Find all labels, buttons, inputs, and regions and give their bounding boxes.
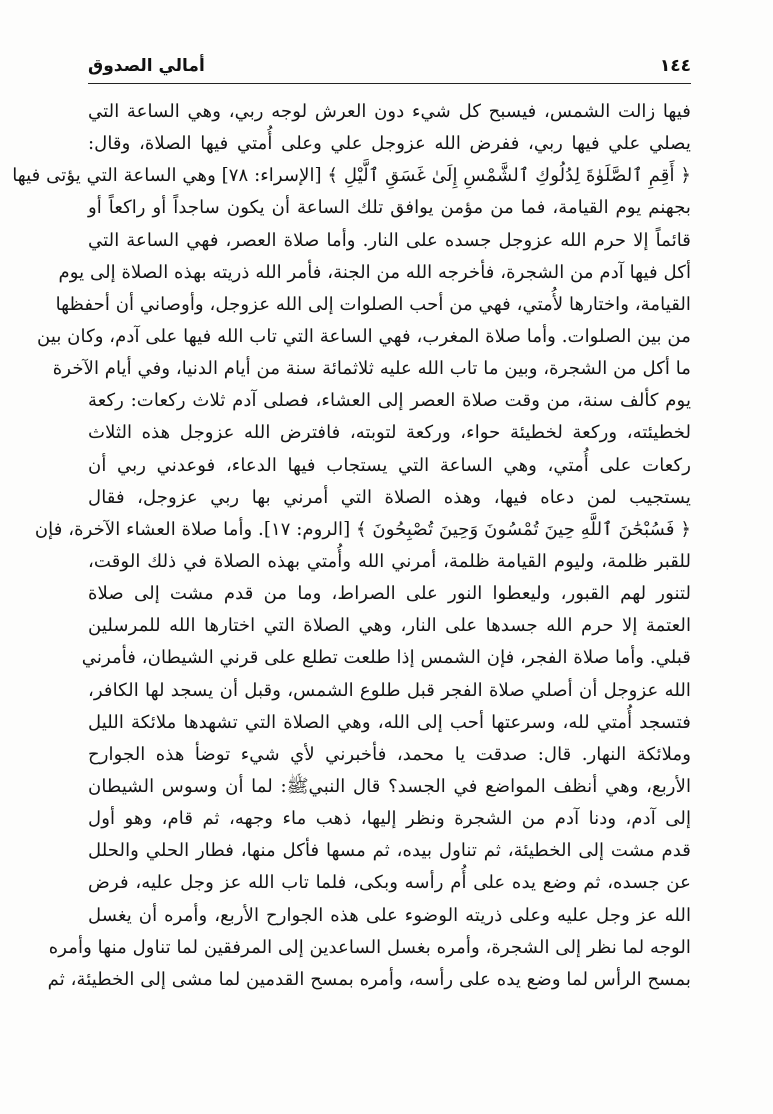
text-line: القيامة، واختارها لأُمتي، فهي من أحب الصلوات إلى الله عزوجل، وأوصاني أن أحفظها: [55, 293, 691, 315]
text-line: إلى آدم، ودنا آدم من الشجرة ونظر إليها، ذهب ماء وجهه، ثم قام، وهو أول: [88, 808, 691, 830]
text-line: فيها زالت الشمس، فيسبح كل شيء دون العرش لوجه ربي، وهي الساعة التي: [88, 101, 691, 122]
text-line: أكل فيها آدم من الشجرة، فأخرجه الله من الجنة، فأمر الله ذريته بهذه الصلاة إلى يوم: [58, 261, 691, 283]
header-rule: [88, 83, 691, 84]
text-line: لتنور لهم القبور، وليعطوا النور على الصراط، وما من قدم مشت إلى صلاة: [88, 583, 691, 605]
quran-verse-line: ﴿ فَسُبْحَٰنَ ٱللَّهِ حِينَ تُمْسُونَ وَحِينَ تُصْبِحُونَ ﴾ [الروم: ١٧]. وأما صلاة العشاء الآخرة، فإن: [34, 518, 691, 540]
text-line: قائماً إلا حرم الله عزوجل جسده على النار. وأما صلاة العصر، فهي الساعة التي: [88, 229, 691, 251]
text-line: بجهنم يوم القيامة، فما من مؤمن يوافق تلك الساعة أن يكون ساجداً أو راكعاً أو: [88, 197, 691, 219]
text-line: قبلي. وأما صلاة الفجر، فإن الشمس إذا طلعت تطلع على قرني الشيطان، فأمرني: [81, 647, 691, 669]
text-line: قدم مشت إلى الخطيئة، ثم تناول بيده، ثم مسها فأكل منها، فطار الحلي والحلل: [88, 840, 691, 862]
text-line: من بين الصلوات. وأما صلاة المغرب، فهي الساعة التي تاب الله فيها على آدم، وكان بين: [37, 325, 691, 347]
text-line: وملائكة النهار. قال: صدقت يا محمد، فأخبرني لأي شيء توضأ هذه الجوارح: [88, 743, 691, 765]
page-number: ١٤٤: [659, 56, 691, 76]
body-text: [12, 96, 691, 996]
book-title: أمالي الصدوق: [88, 56, 205, 76]
text-line: فتسجد أُمتي لله، وسرعتها أحب إلى الله، وهي الصلاة التي تشهدها ملائكة الليل: [88, 711, 691, 733]
text-line: الوجه لما نظر إلى الشجرة، وأمره بغسل الساعدين إلى المرفقين لما تناول منها وأمره: [48, 936, 691, 958]
text-line: ما أكل من الشجرة، وبين ما تاب الله عليه ثلاثمائة سنة من أيام الدنيا، وفي أيام الآخرة: [52, 358, 691, 380]
text-line: الله عزوجل أن أصلي صلاة الفجر قبل طلوع الشمس، وقبل أن يسجد لها الكافر،: [88, 679, 691, 701]
quran-verse-line: ﴿ أَقِمِ ٱلصَّلَوٰةَ لِدُلُوكِ ٱلشَّمْسِ إِلَىٰ غَسَقِ ٱلَّيْلِ ﴾ [الإسراء: ٧٨] وهي الساعة التي يؤتى فيها: [12, 165, 691, 187]
text-line: يصلي علي فيها ربي، ففرض الله عزوجل علي وعلى أُمتي فيها الصلاة، وقال:: [88, 133, 691, 155]
text-line: لخطيئته، وركعة لخطيئة حواء، وركعة لتوبته، فافترض الله عزوجل هذه الثلاث: [88, 422, 691, 444]
page-header: [88, 56, 691, 82]
text-line: يستجيب لمن دعاه فيها، وهذه الصلاة التي أمرني بها ربي عزوجل، فقال: [88, 486, 691, 508]
text-line: العتمة إلا حرم الله جسدها على النار، وهي الصلاة التي اختارها الله للمرسلين: [88, 615, 691, 637]
text-line: يوم كألف سنة، من وقت صلاة العصر إلى العشاء، فصلى آدم ثلاث ركعات: ركعة: [88, 390, 691, 412]
text-line: الله عز وجل عليه وعلى ذريته الوضوء على هذه الجوارح الأربع، وأمره أن يغسل: [88, 904, 691, 926]
text-line: عن جسده، ثم وضع يده على أُم رأسه وبكى، فلما تاب الله عز وجل عليه، فرض: [88, 872, 691, 894]
text-line: ركعات على أُمتي، وهي الساعة التي يستجاب فيها الدعاء، فوعدني ربي أن: [88, 454, 691, 476]
text-line: للقبر ظلمة، وليوم القيامة ظلمة، أمرني الله وأُمتي بهذه الصلاة في ذلك الوقت،: [88, 550, 691, 572]
text-line: الأربع، وهي أنظف المواضع في الجسد؟ قال النبيﷺ: لما أن وسوس الشيطان: [88, 775, 691, 797]
text-line: بمسح الرأس لما وضع يده على رأسه، وأمره بمسح القدمين لما مشى إلى الخطيئة، ثم: [47, 968, 691, 990]
